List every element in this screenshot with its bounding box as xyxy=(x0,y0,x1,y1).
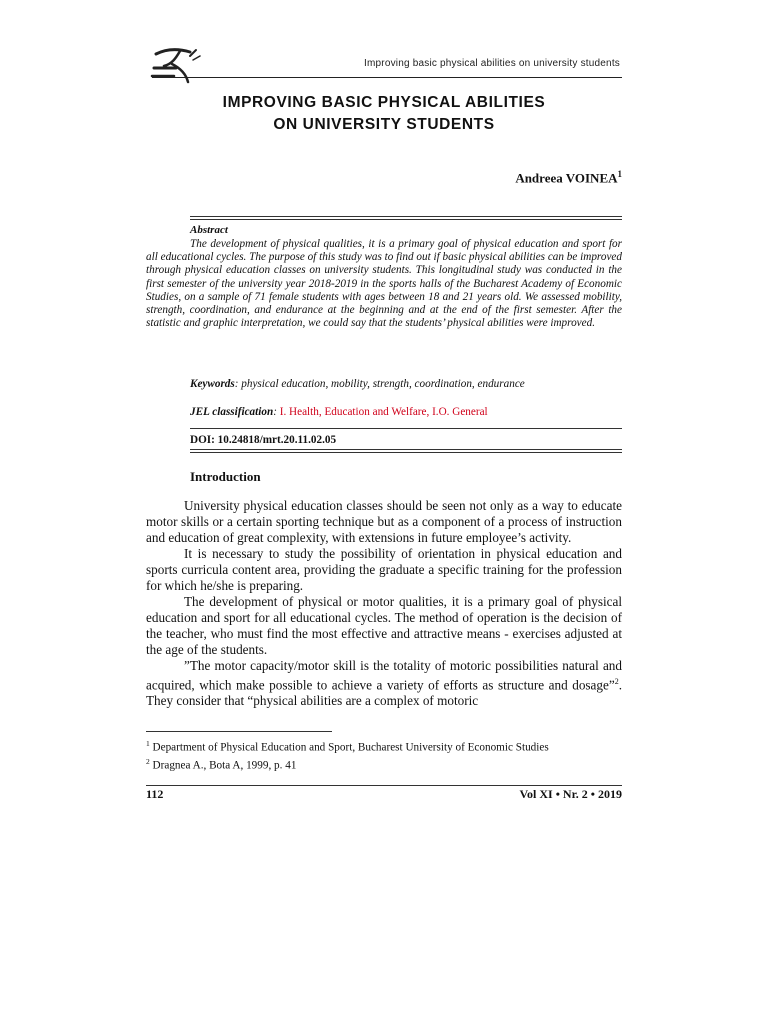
paragraph-4-part-b: . They consider that “physical abilities are a complex of motoric xyxy=(146,677,622,709)
paragraph-2: It is necessary to study the possibility of orientation in physical education and sports curricula content area, providing the graduate a specific training for the profession for which he/she is preparing. xyxy=(146,546,622,593)
body-text xyxy=(146,498,622,709)
footnotes xyxy=(146,737,549,772)
paragraph-4 xyxy=(146,658,622,709)
article-title xyxy=(146,92,622,136)
doi-top-rule xyxy=(190,428,622,429)
jel-line xyxy=(190,406,488,418)
abstract-text: The development of physical qualities, it is a primary goal of physical education and sport for all educational cycles. The purpose of this study was to find out if basic physical abilities can be improved through physical education classes on university students. This longitudinal study was conducted in the first semester of the university year 2018-2019 in the sports halls of the Bucharest Academy of Economic Studies, on a sample of 71 female students with ages between 18 and 21 years old. We assessed mobility, strength, coordination, and endurance at the beginning and at the end of the first semester. After the statistic and graphic interpretation, we could say that the students’ physical abilities were improved. xyxy=(146,238,622,330)
paragraph-4-part-a: ”The motor capacity/motor skill is the totality of motoric possibilities natural and acquired, which make possible to achieve a variety of efforts as structure and dosage” xyxy=(146,658,622,693)
footnote-ref-2[interactable]: 2 xyxy=(614,677,619,686)
abstract-top-rule xyxy=(190,216,622,220)
footer-rule xyxy=(146,785,622,786)
title-line-1: IMPROVING BASIC PHYSICAL ABILITIES xyxy=(222,94,546,111)
page-number: 112 xyxy=(146,787,164,801)
jel-value: I. Health, Education and Welfare, I.O. General xyxy=(279,406,488,418)
journal-reference: Vol XI • Nr. 2 • 2019 xyxy=(519,787,622,801)
paragraph-3: The development of physical or motor qualities, it is a primary goal of physical education and sport for all educational cycles. The method of operation is the decision of the teacher, who must find the most effective and attractive means - exercises adjusted at the age of the students. xyxy=(146,594,622,657)
doi-link[interactable]: DOI: 10.24818/mrt.20.11.02.05 xyxy=(190,434,337,446)
jel-label: JEL classification xyxy=(190,406,274,418)
footnote-2 xyxy=(146,755,549,773)
footnote-number: 2 xyxy=(146,756,150,766)
author-name xyxy=(515,169,622,186)
abstract-bottom-rule xyxy=(190,449,622,453)
keywords-value: : physical education, mobility, strength, coordination, endurance xyxy=(234,378,525,390)
abstract-label: Abstract xyxy=(190,224,228,236)
author-footnote-ref[interactable]: 1 xyxy=(617,169,622,179)
footnote-text: Department of Physical Education and Sport, Bucharest University of Economic Studies xyxy=(152,741,549,754)
runner-logo-icon xyxy=(150,46,208,86)
section-heading: Introduction xyxy=(190,469,261,484)
keywords-line xyxy=(190,378,525,390)
paragraph-1: University physical education classes should be seen not only as a way to educate motor skills or a certain sporting technique but as a component of a process of instruction and education of great complexity, with extensions in future employee’s activity. xyxy=(146,498,622,545)
header-rule xyxy=(152,77,622,78)
footnote-rule xyxy=(146,731,332,732)
author-name-text: Andreea VOINEA xyxy=(515,170,618,186)
jel-separator: : xyxy=(273,406,280,418)
footnote-1 xyxy=(146,737,549,755)
running-header-title: Improving basic physical abilities on university students xyxy=(364,58,620,69)
keywords-label: Keywords xyxy=(190,378,235,390)
footnote-text: Dragnea A., Bota A, 1999, p. 41 xyxy=(152,759,297,772)
footnote-number: 1 xyxy=(146,739,150,748)
title-line-2: ON UNIVERSITY STUDENTS xyxy=(273,116,495,133)
